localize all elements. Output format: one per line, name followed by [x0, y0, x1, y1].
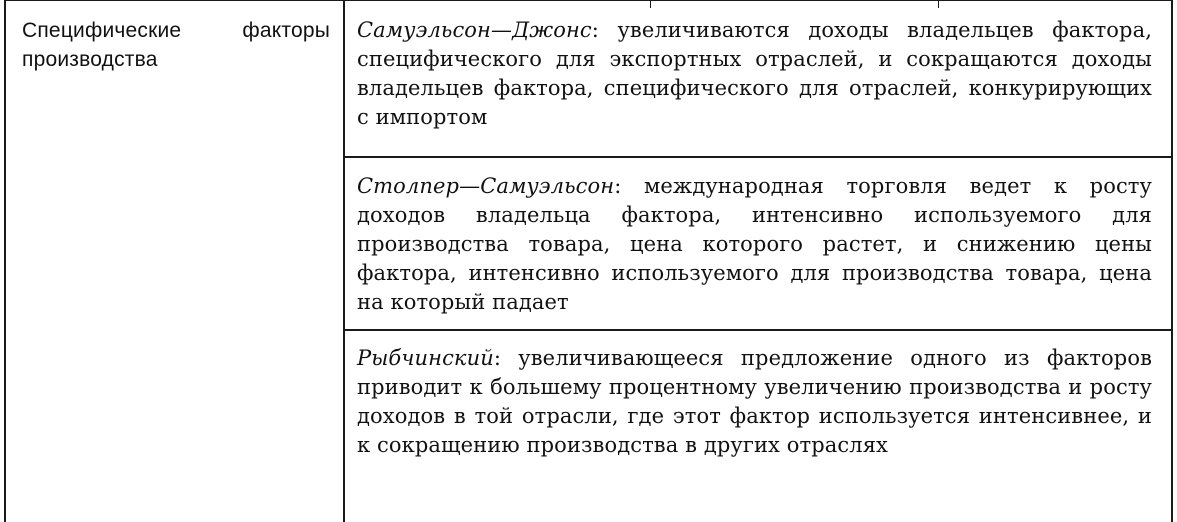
theorem-author: Рыбчинский	[357, 346, 494, 370]
theorem-text: международная торговля ведет к росту доходов владельца фактора, интенсивно используемого для производства товара, цена которого растет, и снижению цены фактора, интенсивно используемого для производства товара, цена на который падает	[357, 174, 1152, 314]
table-left-border	[4, 0, 6, 522]
column-tick-mark	[650, 0, 651, 8]
column-tick-mark	[938, 0, 939, 8]
table-row-divider	[343, 329, 1173, 331]
table-right-border	[1171, 0, 1173, 522]
theorem-author: Столпер—Самуэльсон	[357, 174, 615, 198]
theorem-separator: :	[493, 346, 502, 370]
theorem-entry-stolper-samuelson	[357, 172, 1152, 317]
table-column-divider	[343, 0, 345, 522]
theorem-text: увеличиваются доходы владельцев фактора, специфического для экспортных отраслей, и сокращаются доходы владельцев фактора, специфического для отраслей, конкурирующих с импортом	[357, 18, 1152, 129]
theorem-separator: :	[591, 18, 599, 42]
theorem-text: увеличивающееся предложение одного из факторов приводит к большему процентному увеличению производства и росту доходов в той отрасли, где этот фактор используется интенсивнее, и к сокращению производства в других отраслях	[357, 346, 1152, 457]
theorem-separator: :	[614, 174, 622, 198]
theorem-entry-rybczynski	[357, 344, 1152, 460]
theorem-entry-samuelson-jones	[357, 16, 1152, 132]
table-row-divider	[343, 156, 1173, 158]
theorem-author: Самуэльсон—Джонс	[357, 18, 592, 42]
table-top-border	[4, 0, 1173, 1]
row-header-cell: Специфические факторы производства	[22, 19, 330, 71]
